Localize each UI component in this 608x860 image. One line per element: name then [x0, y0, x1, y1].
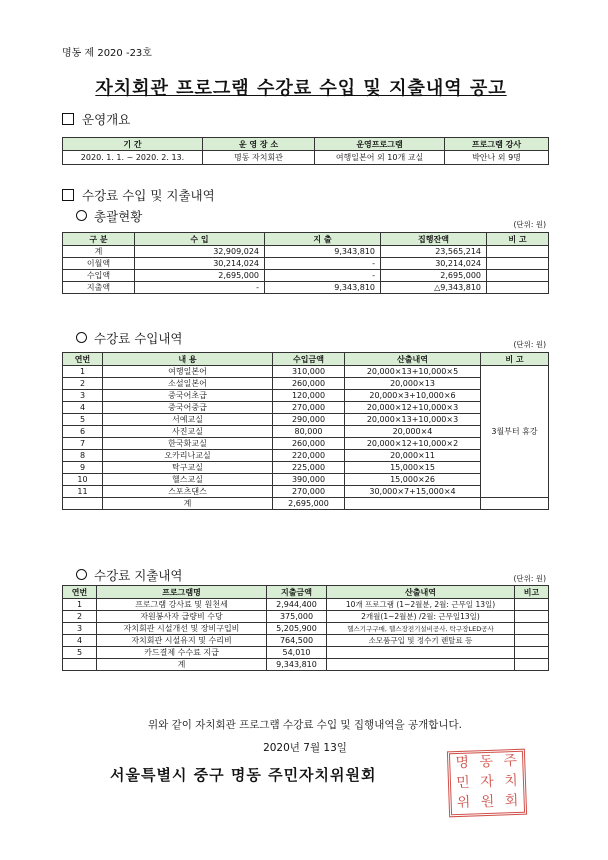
- income-item: 한국화교실: [103, 438, 273, 450]
- income-header: 내 용: [103, 353, 273, 366]
- table-row: [63, 282, 549, 294]
- table-row: [63, 426, 549, 438]
- summary-balance: 30,214,024: [381, 258, 487, 270]
- table-row: [63, 450, 549, 462]
- expense-total-label: 계: [97, 659, 267, 671]
- expense-no: 3: [63, 623, 97, 635]
- income-item: 스포츠댄스: [103, 486, 273, 498]
- ops-location: 명동 자치회관: [203, 151, 315, 165]
- expense-calc: 헬스기구구매, 헬스장전기설비공사, 탁구장LED공사: [327, 623, 515, 635]
- expense-heading: 수강료 지출내역: [76, 566, 183, 584]
- income-calc: 15,000×26: [345, 474, 481, 486]
- income-header: 연번: [63, 353, 103, 366]
- summary-income: -: [135, 282, 265, 294]
- summary-note: [487, 246, 549, 258]
- table-row: [63, 378, 549, 390]
- table-row: [63, 438, 549, 450]
- table-row: [63, 623, 549, 635]
- income-amount: 260,000: [273, 378, 345, 390]
- seal-glyph: 주: [503, 752, 518, 770]
- expense-header: 연번: [63, 586, 97, 599]
- expense-calc: 2개월(1~2월분) /2월: 근무일13일): [327, 611, 515, 623]
- income-calc: 20,000×4: [345, 426, 481, 438]
- seal-glyph: 치: [503, 772, 518, 790]
- income-item: 소설일본어: [103, 378, 273, 390]
- income-no: 3: [63, 390, 103, 402]
- table-row: [63, 498, 549, 510]
- table-row: [63, 647, 549, 659]
- expense-note: [515, 599, 549, 611]
- section-operations-heading: 운영개요: [62, 110, 130, 128]
- income-item: 탁구교실: [103, 462, 273, 474]
- document-number: 명동 제 2020 -23호: [62, 48, 152, 59]
- expense-total-value: 9,343,810: [267, 659, 327, 671]
- income-heading: 수강료 수입내역: [76, 329, 183, 347]
- income-no: 4: [63, 402, 103, 414]
- summary-header: 비 고: [487, 233, 549, 246]
- income-calc: 20,000×11: [345, 450, 481, 462]
- summary-balance: △9,343,810: [381, 282, 487, 294]
- expense-amount: 54,010: [267, 647, 327, 659]
- expense-no: 1: [63, 599, 97, 611]
- income-item: 오카리나교실: [103, 450, 273, 462]
- table-row: [63, 270, 549, 282]
- income-unit: (단위: 원): [513, 340, 546, 349]
- summary-balance: 2,695,000: [381, 270, 487, 282]
- table-row: [63, 474, 549, 486]
- expense-note: [515, 623, 549, 635]
- expense-note: [515, 647, 549, 659]
- expense-total-calc: [327, 659, 515, 671]
- income-total-calc: [345, 498, 481, 510]
- income-no: 6: [63, 426, 103, 438]
- income-total-note: [481, 498, 549, 510]
- summary-expense: 9,343,810: [265, 282, 381, 294]
- income-note: 3월부터 휴강: [481, 366, 549, 498]
- expense-item: 자치회관 시설유지 및 수리비: [97, 635, 267, 647]
- page-title: 자치회관 프로그램 수강료 수입 및 지출내역 공고: [95, 78, 507, 99]
- summary-expense: -: [265, 270, 381, 282]
- income-amount: 225,000: [273, 462, 345, 474]
- income-no: 2: [63, 378, 103, 390]
- income-amount: 220,000: [273, 450, 345, 462]
- income-amount: 80,000: [273, 426, 345, 438]
- income-item: 중국어초급: [103, 390, 273, 402]
- table-row: [63, 599, 549, 611]
- expense-amount: 375,000: [267, 611, 327, 623]
- income-calc: 20,000×13+10,000×3: [345, 414, 481, 426]
- table-row: [63, 659, 549, 671]
- income-header: 수입금액: [273, 353, 345, 366]
- expense-unit: (단위: 원): [513, 574, 546, 583]
- expense-item: 프로그램 강사료 및 원천세: [97, 599, 267, 611]
- summary-note: [487, 282, 549, 294]
- expense-total-note: [515, 659, 549, 671]
- income-no: 5: [63, 414, 103, 426]
- income-amount: 270,000: [273, 402, 345, 414]
- income-calc: 20,000×13+10,000×5: [345, 366, 481, 378]
- income-item: 서예교실: [103, 414, 273, 426]
- table-row: [63, 246, 549, 258]
- checkbox-square-icon: [62, 113, 74, 125]
- expense-table: [62, 585, 549, 671]
- expense-amount: 5,205,900: [267, 623, 327, 635]
- table-row: [63, 258, 549, 270]
- notice-date: 2020년 7월 13일: [263, 742, 347, 754]
- income-no: 7: [63, 438, 103, 450]
- expense-header: 비고: [515, 586, 549, 599]
- table-row: [63, 402, 549, 414]
- expense-note: [515, 611, 549, 623]
- summary-note: [487, 258, 549, 270]
- income-no: 10: [63, 474, 103, 486]
- table-row: [63, 390, 549, 402]
- income-amount: 310,000: [273, 366, 345, 378]
- expense-no: 5: [63, 647, 97, 659]
- ops-header-period: 기 간: [63, 138, 203, 151]
- summary-header: 집행잔액: [381, 233, 487, 246]
- income-calc: 20,000×3+10,000×6: [345, 390, 481, 402]
- table-row: [63, 462, 549, 474]
- summary-note: [487, 270, 549, 282]
- income-total-label: 계: [103, 498, 273, 510]
- table-row: [63, 414, 549, 426]
- income-item: 사진교실: [103, 426, 273, 438]
- income-amount: 120,000: [273, 390, 345, 402]
- income-calc: 20,000×12+10,000×3: [345, 402, 481, 414]
- income-amount: 260,000: [273, 438, 345, 450]
- income-item: 헬스교실: [103, 474, 273, 486]
- summary-heading: 총괄현황: [76, 207, 142, 225]
- official-seal-stamp: [447, 749, 527, 818]
- seal-glyph: 자: [479, 773, 495, 791]
- table-row: [63, 611, 549, 623]
- income-no: 9: [63, 462, 103, 474]
- summary-income: 2,695,000: [135, 270, 265, 282]
- expense-calc: [327, 647, 515, 659]
- circle-bullet-icon: [76, 332, 87, 343]
- income-amount: 390,000: [273, 474, 345, 486]
- circle-bullet-icon: [76, 210, 87, 221]
- expense-item: 카드결제 수수료 지급: [97, 647, 267, 659]
- income-item: 중국어중급: [103, 402, 273, 414]
- expense-amount: 2,944,400: [267, 599, 327, 611]
- section-finance-heading: 수강료 수입 및 지출내역: [62, 186, 215, 204]
- summary-income: 32,909,024: [135, 246, 265, 258]
- summary-label: 계: [63, 246, 135, 258]
- summary-label: 수입액: [63, 270, 135, 282]
- expense-no: 2: [63, 611, 97, 623]
- seal-glyph: 회: [504, 792, 519, 810]
- expense-no: 4: [63, 635, 97, 647]
- income-header: 비 고: [481, 353, 549, 366]
- seal-glyph: 민: [455, 774, 471, 792]
- income-header: 산출내역: [345, 353, 481, 366]
- ops-period: 2020. 1. 1. ~ 2020. 2. 13.: [63, 151, 203, 165]
- income-no: 8: [63, 450, 103, 462]
- income-no: 11: [63, 486, 103, 498]
- expense-item: 자치회관 시설개선 및 장비구입비: [97, 623, 267, 635]
- income-amount: 290,000: [273, 414, 345, 426]
- income-amount: 270,000: [273, 486, 345, 498]
- income-calc: 20,000×13: [345, 378, 481, 390]
- ops-header-program: 운영프로그램: [315, 138, 445, 151]
- expense-calc: 소모품구입 및 정수기 렌탈료 등: [327, 635, 515, 647]
- summary-expense: 9,343,810: [265, 246, 381, 258]
- income-no: 1: [63, 366, 103, 378]
- summary-label: 지출액: [63, 282, 135, 294]
- checkbox-square-icon: [62, 189, 74, 201]
- expense-amount: 764,500: [267, 635, 327, 647]
- expense-header: 산출내역: [327, 586, 515, 599]
- income-calc: 15,000×15: [345, 462, 481, 474]
- summary-label: 이월액: [63, 258, 135, 270]
- expense-calc: 10개 프로그램 (1~2월분, 2월: 근무일 13일): [327, 599, 515, 611]
- income-calc: 30,000×7+15,000×4: [345, 486, 481, 498]
- circle-bullet-icon: [76, 569, 87, 580]
- table-row: [63, 151, 549, 165]
- income-item: 여행일본어: [103, 366, 273, 378]
- ops-instructor: 박안나 외 9명: [445, 151, 549, 165]
- ops-header-location: 운 영 장 소: [203, 138, 315, 151]
- seal-glyph: 원: [480, 793, 495, 811]
- seal-glyph: 위: [456, 794, 471, 812]
- closing-statement: 위와 같이 자치회관 프로그램 수강료 수입 및 집행내역을 공개합니다.: [147, 719, 463, 731]
- table-row: [63, 486, 549, 498]
- summary-header: 지 출: [265, 233, 381, 246]
- ops-header-instructor: 프로그램 강사: [445, 138, 549, 151]
- expense-note: [515, 635, 549, 647]
- summary-header: 수 입: [135, 233, 265, 246]
- summary-header: 구 분: [63, 233, 135, 246]
- income-total-value: 2,695,000: [273, 498, 345, 510]
- expense-total-no: [63, 659, 97, 671]
- summary-table: [62, 232, 549, 294]
- expense-header: 프로그램명: [97, 586, 267, 599]
- ops-program: 여행일본어 외 10개 교실: [315, 151, 445, 165]
- operations-table: [62, 137, 549, 165]
- summary-expense: -: [265, 258, 381, 270]
- income-total-no: [63, 498, 103, 510]
- seal-glyph: 동: [479, 753, 494, 771]
- summary-unit: (단위: 원): [513, 220, 546, 229]
- income-calc: 20,000×12+10,000×2: [345, 438, 481, 450]
- summary-income: 30,214,024: [135, 258, 265, 270]
- seal-glyph: 명: [455, 754, 470, 772]
- expense-item: 자원봉사자 급량비 수당: [97, 611, 267, 623]
- table-row: [63, 635, 549, 647]
- income-table: [62, 352, 549, 510]
- signature-organization: 서울특별시 중구 명동 주민자치위원회: [110, 766, 377, 784]
- expense-header: 지출금액: [267, 586, 327, 599]
- table-row: [63, 366, 549, 378]
- summary-balance: 23,565,214: [381, 246, 487, 258]
